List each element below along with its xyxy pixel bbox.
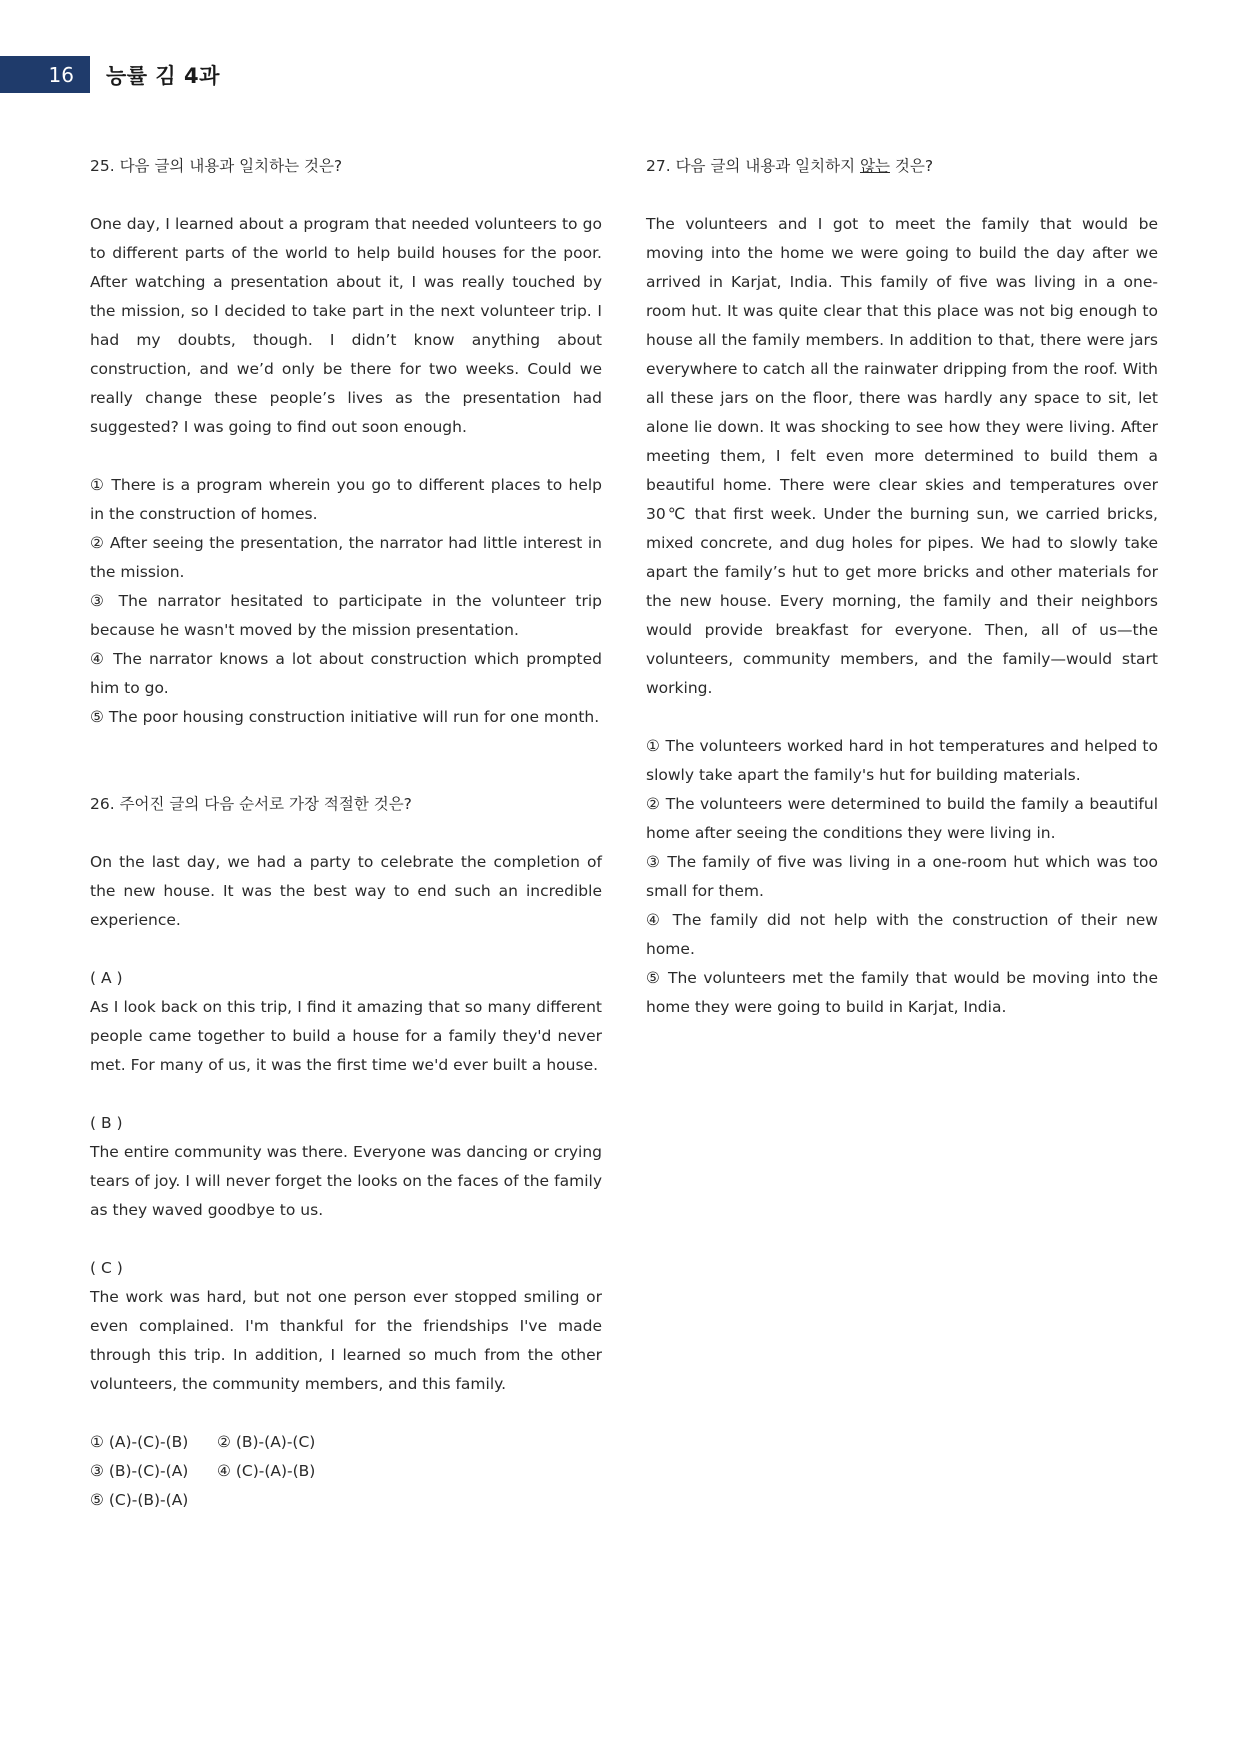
page-number: 16 [0,56,90,93]
block-a-label: ( A ) [90,969,123,987]
title-end: 것은? [889,157,934,175]
question-26 [90,790,602,1515]
question-26-intro: On the last day, we had a party to celebrate the completion of the new house. It was the best way to end such an incredible experience. [90,853,602,929]
option-3: ③ (B)-(C)-(A) [90,1462,189,1480]
page-header [0,56,220,93]
right-column [646,152,1158,1022]
question-27 [646,152,1158,1022]
option-2: ② The volunteers were determined to build the family a beautiful home after seeing the conditions they were living in. [646,795,1158,842]
question-26-options [90,1428,602,1515]
question-26-title: 26. 주어진 글의 다음 순서로 가장 적절한 것은? [90,795,412,813]
option-3: ③ The family of five was living in a one-room hut which was too small for them. [646,853,1158,900]
question-25-options [90,471,602,732]
option-1: ① (A)-(C)-(B) [90,1433,189,1451]
page-title: 능률 김 4과 [106,63,220,88]
option-5: ⑤ (C)-(B)-(A) [90,1491,189,1509]
option-4: ④ (C)-(A)-(B) [217,1462,316,1480]
block-c-text: The work was hard, but not one person ever stopped smiling or even complained. I'm thankful for the friendships I've made through this trip. In addition, I learned so much from the other volunteers, the community members, and this family. [90,1288,602,1393]
option-4: ④ The narrator knows a lot about construction which prompted him to go. [90,650,602,697]
option-2: ② (B)-(A)-(C) [217,1433,316,1451]
question-25-title: 25. 다음 글의 내용과 일치하는 것은? [90,157,343,175]
block-c-label: ( C ) [90,1259,123,1277]
option-2: ② After seeing the presentation, the narrator had little interest in the mission. [90,534,602,581]
title-text: 27. 다음 글의 내용과 일치하지 [646,157,860,175]
question-27-title [646,152,1158,181]
option-5: ⑤ The poor housing construction initiative will run for one month. [90,708,600,726]
option-3: ③ The narrator hesitated to participate in the volunteer trip because he wasn't moved by the mission presentation. [90,592,602,639]
underlined-word: 않는 [860,157,890,175]
question-27-passage: The volunteers and I got to meet the family that would be moving into the home we were going to build the day after we arrived in Karjat, India. This family of five was living in a one-room hut. It was quite clear that this place was not big enough to house all the family members. In addition to that, there were jars everywhere to catch all the rainwater dripping from the roof. With all these jars on the floor, there was hardly any space to sit, let alone lie down. It was shocking to see how they were living. After meeting them, I felt even more determined to build them a beautiful home. There were clear skies and temperatures over 30℃ that first week. Under the burning sun, we carried bricks, mixed concrete, and dug holes for pipes. We had to slowly take apart the family’s hut to get more bricks and other materials for the new house. Every morning, the family and their neighbors would provide breakfast for everyone. Then, all of us—the volunteers, community members, and the family—would start working. [646,215,1158,697]
question-25 [90,152,602,732]
block-b-label: ( B ) [90,1114,123,1132]
question-25-passage: One day, I learned about a program that needed volunteers to go to different parts of the world to help build houses for the poor. After watching a presentation about it, I was really touched by the mission, so I decided to take part in the next volunteer trip. I had my doubts, though. I didn’t know anything about construction, and we’d only be there for two weeks. Could we really change these people’s lives as the presentation had suggested? I was going to find out soon enough. [90,215,602,436]
left-column [90,152,602,1515]
option-1: ① The volunteers worked hard in hot temperatures and helped to slowly take apart the family's hut for building materials. [646,737,1158,784]
option-4: ④ The family did not help with the construction of their new home. [646,911,1158,958]
question-27-options [646,732,1158,1022]
option-1: ① There is a program wherein you go to different places to help in the construction of homes. [90,476,602,523]
block-b-text: The entire community was there. Everyone was dancing or crying tears of joy. I will never forget the looks on the faces of the family as they waved goodbye to us. [90,1143,602,1219]
option-5: ⑤ The volunteers met the family that would be moving into the home they were going to build in Karjat, India. [646,969,1158,1016]
block-a-text: As I look back on this trip, I find it amazing that so many different people came together to build a house for a family they'd never met. For many of us, it was the first time we'd ever built a house. [90,998,602,1074]
